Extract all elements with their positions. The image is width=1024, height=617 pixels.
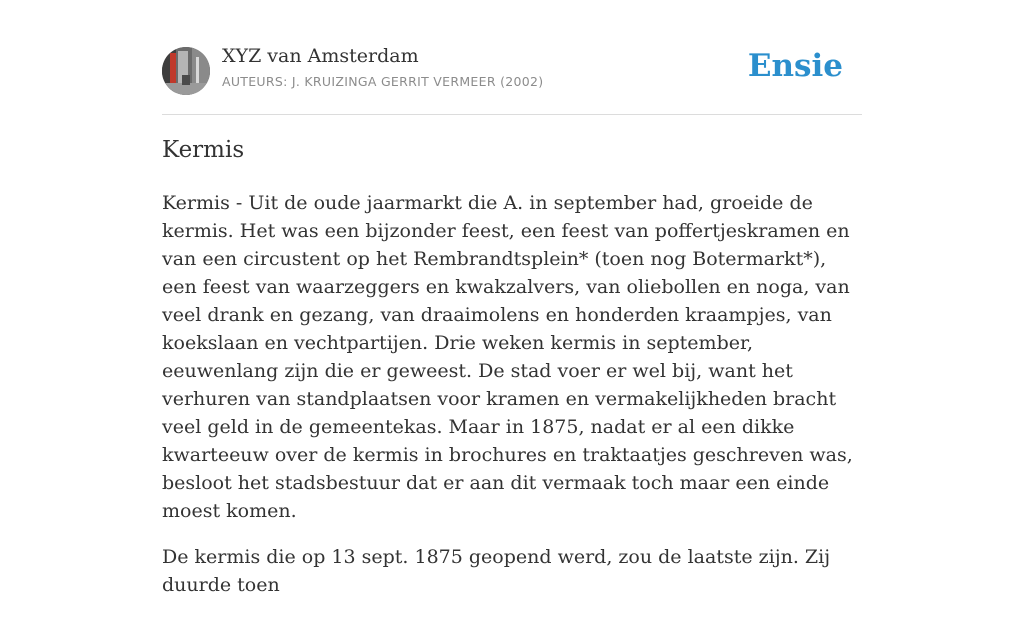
entry-body (162, 189, 862, 617)
book-cover-photo-icon (162, 47, 210, 95)
book-cover-avatar[interactable] (162, 47, 210, 95)
authors-line: AUTEURS: J. KRUIZINGA GERRIT VERMEER (2002) (222, 74, 544, 89)
page-content (162, 0, 862, 596)
entry-title: Kermis (162, 137, 245, 163)
body-paragraph: De kermis die op 13 sept. 1875 geopend werd, zou de laatste zijn. Zij duurde toen (162, 546, 831, 596)
body-paragraph: Kermis - Uit de oude jaarmarkt die A. in september had, groeide de kermis. Het was een bijzonder feest, een feest van poffertjeskramen en van een circustent op het Rembrandtsplein* (toen nog Botermarkt*), een feest van waarzeggers en kwakzalvers, van oliebollen en noga, van veel drank en gezang, van draaimolens en honderden kraampjes, van koekslaan en vechtpartijen. Drie weken kermis in september, eeuwenlang zijn die er geweest. De stad voer er wel bij, want het verhuren van standplaatsen voor kramen en vermakelijkheden bracht veel geld in de gemeentekas. Maar in 1875, nadat er al een dikke kwarteeuw over de kermis in brochures en traktaatjes geschreven was, besloot het stadsbestuur dat er aan dit vermaak toch maar een einde moest komen. (162, 192, 853, 522)
ensie-logo[interactable]: Ensie (747, 48, 843, 84)
book-title[interactable]: XYZ van Amsterdam (222, 45, 419, 67)
header (162, 0, 862, 115)
